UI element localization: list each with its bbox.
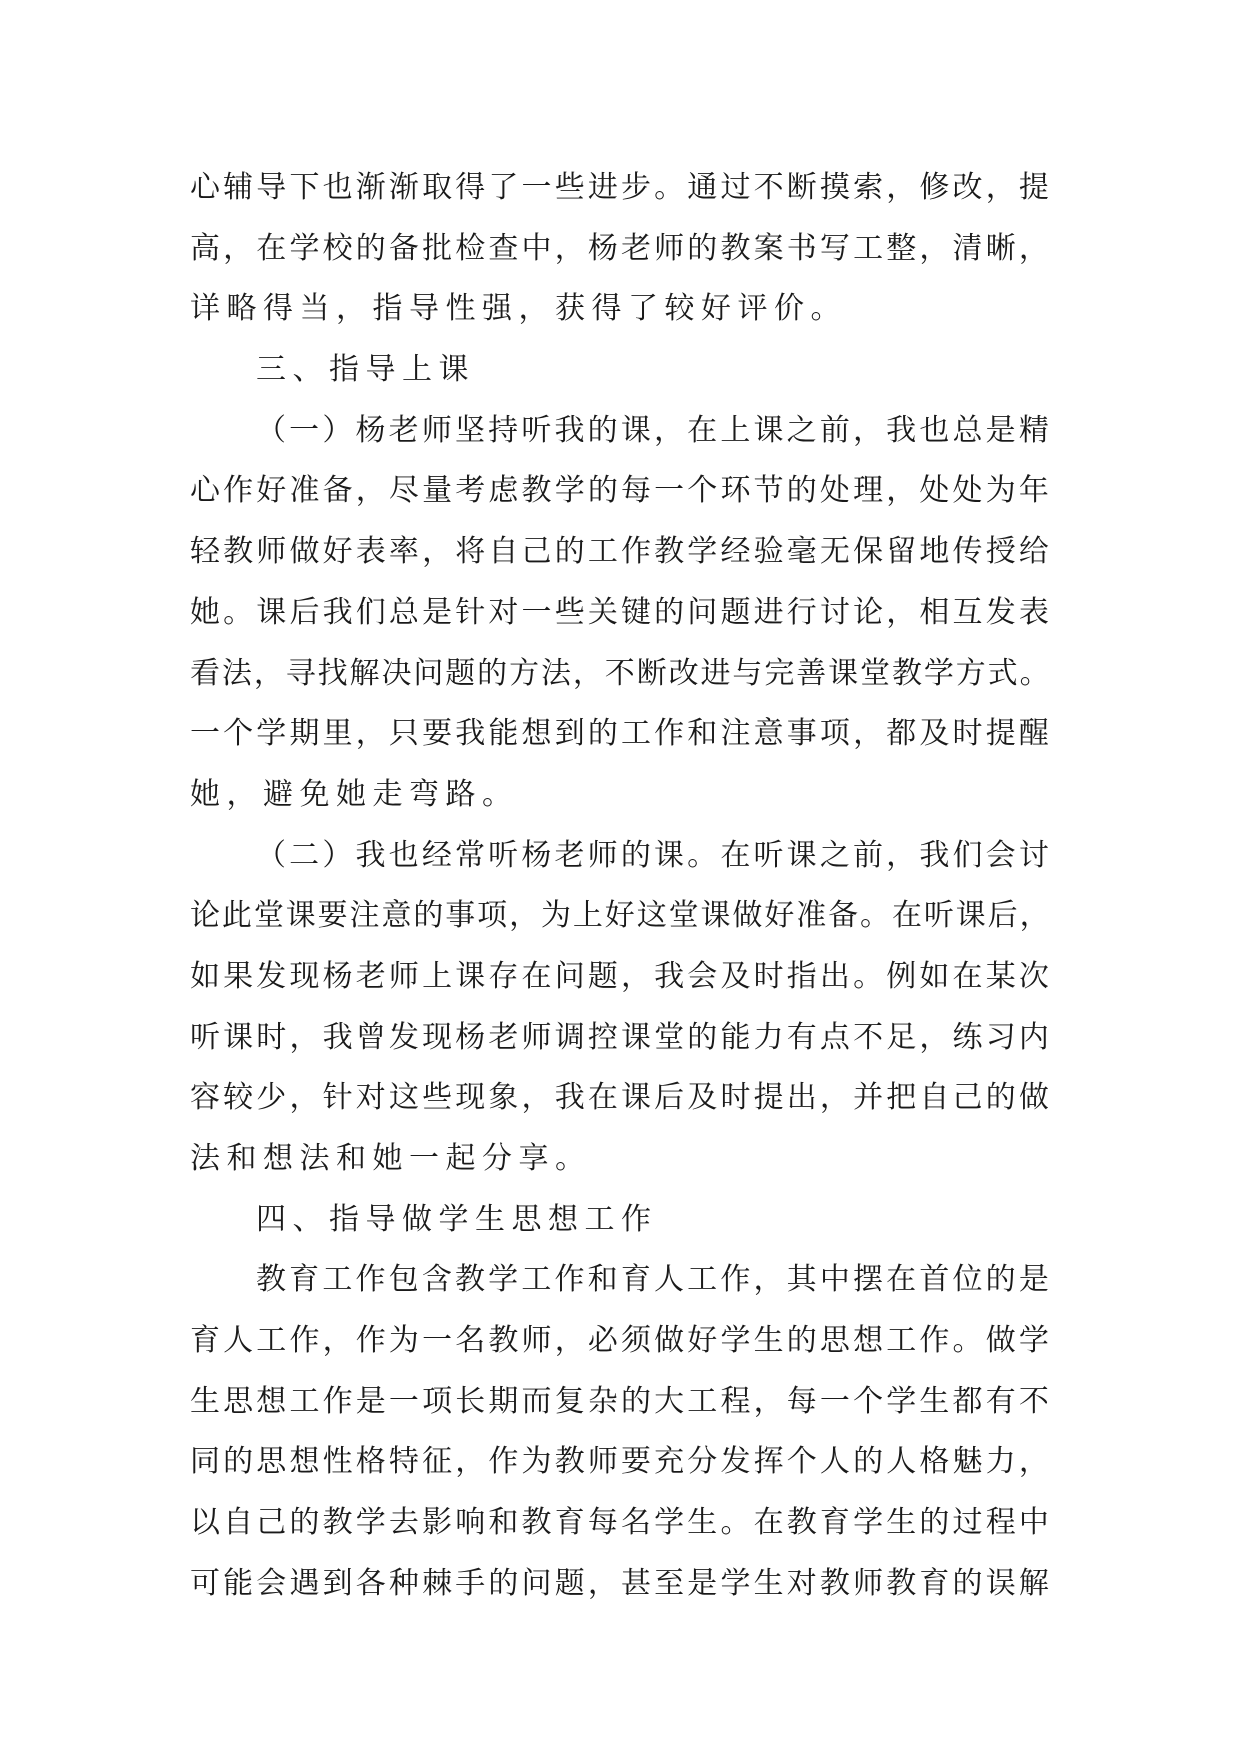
text-line-6: 心作好准备，尽量考虑教学的每一个环节的处理，处处为年 [190,473,1052,509]
text-line-5: （一）杨老师坚持听我的课，在上课之前，我也总是精 [256,412,1052,448]
text-line-17: 法和想法和她一起分享。 [190,1141,592,1176]
text-line-9: 看法，寻找解决问题的方法，不断改进与完善课堂教学方式。 [190,655,1052,691]
section-heading-3: 三、指导上课 [256,352,475,388]
text-line-8: 她。课后我们总是针对一些关键的问题进行讨论，相互发表 [190,594,1052,630]
text-line-23: 以自己的教学去影响和教育每名学生。在教育学生的过程中 [190,1505,1052,1541]
text-line-16: 容较少，针对这些现象，我在课后及时提出，并把自己的做 [190,1080,1052,1116]
section-heading-4: 四、指导做学生思想工作 [256,1201,658,1237]
text-line-2: 高，在学校的备批检查中，杨老师的教案书写工整，清晰， [190,230,1052,266]
text-line-12: （二）我也经常听杨老师的课。在听课之前，我们会讨 [256,837,1052,873]
text-line-15: 听课时，我曾发现杨老师调控课堂的能力有点不足，练习内 [190,1019,1052,1055]
text-line-20: 育人工作，作为一名教师，必须做好学生的思想工作。做学 [190,1323,1052,1359]
text-line-7: 轻教师做好表率，将自己的工作教学经验毫无保留地传授给 [190,534,1052,570]
text-line-3: 详略得当，指导性强，获得了较好评价。 [190,291,847,327]
text-line-21: 生思想工作是一项长期而复杂的大工程，每一个学生都有不 [190,1383,1052,1419]
text-line-24: 可能会遇到各种棘手的问题，甚至是学生对教师教育的误解 [190,1565,1052,1601]
text-line-22: 同的思想性格特征，作为教师要充分发挥个人的人格魅力， [190,1444,1052,1480]
document-body [190,158,1052,1615]
text-line-1: 心辅导下也渐渐取得了一些进步。通过不断摸索，修改，提 [190,170,1052,205]
text-line-10: 一个学期里，只要我能想到的工作和注意事项，都及时提醒 [190,716,1052,752]
text-line-14: 如果发现杨老师上课存在问题，我会及时指出。例如在某次 [190,958,1052,994]
text-line-13: 论此堂课要注意的事项，为上好这堂课做好准备。在听课后， [190,898,1052,934]
text-line-19: 教育工作包含教学工作和育人工作，其中摆在首位的是 [256,1262,1052,1298]
text-line-11: 她，避免她走弯路。 [190,776,519,812]
